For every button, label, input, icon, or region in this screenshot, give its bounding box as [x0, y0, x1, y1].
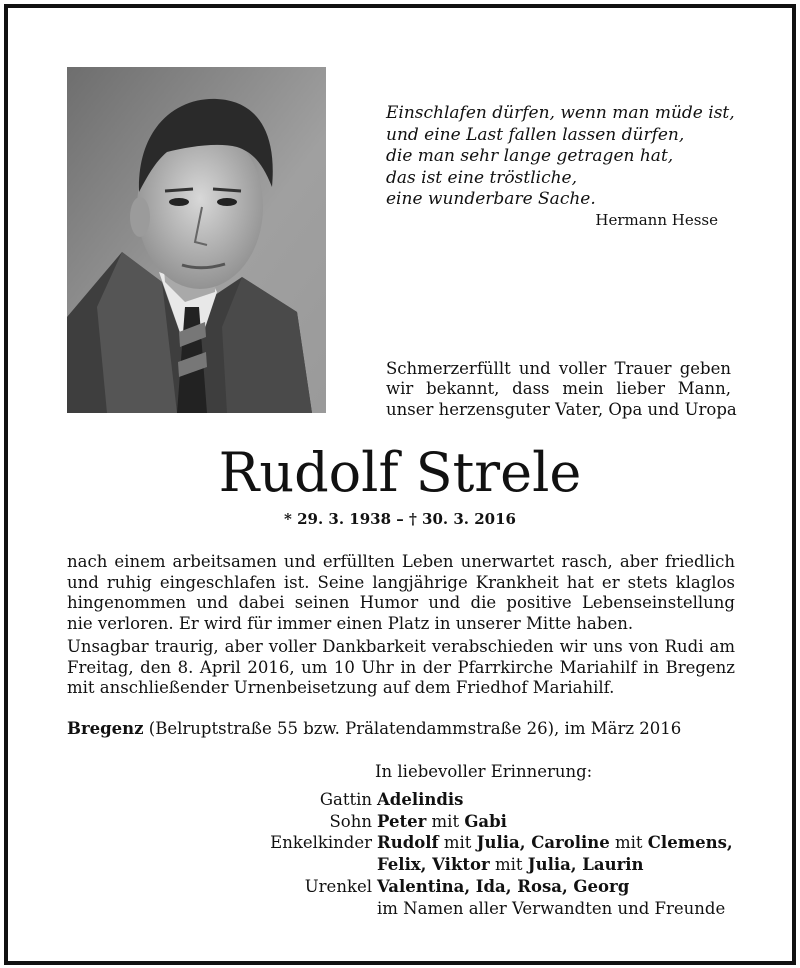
connector-text: mit [489, 855, 528, 875]
body-line: Unsagbar traurig, aber voller Dankbarkeit verabschieden wir uns von Rudi am [67, 637, 735, 656]
body-line: und ruhig eingeschlafen ist. Seine langjährige Krankheit hat er stets klaglos [67, 572, 735, 592]
family-name: Julia, Caroline [476, 833, 610, 853]
intro-line: unser herzensguter Vater, Opa und Uropa [386, 399, 737, 419]
quote-poem [386, 103, 735, 211]
obituary-body [67, 552, 735, 699]
family-row [200, 832, 733, 854]
connector-text: mit [609, 833, 648, 853]
portrait-illustration [67, 67, 326, 413]
family-name: Valentina, Ida, Rosa, Georg [377, 876, 630, 896]
portrait-photo [67, 67, 326, 413]
family-name: Gabi [464, 811, 507, 831]
family-row [200, 876, 733, 898]
family-name: Felix, Viktor [377, 855, 490, 875]
family-role: Sohn [329, 811, 372, 831]
family-list [200, 789, 733, 919]
poem-author: Hermann Hesse [595, 211, 718, 229]
poem-line: und eine Last fallen lassen dürfen, [386, 124, 685, 145]
poem-line: Einschlafen dürfen, wenn man müde ist, [386, 103, 735, 123]
family-row [200, 898, 733, 920]
place-address: (Belruptstraße 55 bzw. Prälatendammstraße 26), im März 2016 [143, 719, 682, 738]
family-role: Enkelkinder [270, 833, 372, 853]
intro-line: Schmerzerfüllt und voller Trauer geben [386, 359, 731, 378]
family-role: Gattin [319, 790, 372, 809]
announcement-intro [386, 359, 737, 420]
poem-line: die man sehr lange getragen hat, [386, 146, 674, 167]
place-date-line [67, 719, 681, 738]
place-city: Bregenz [67, 719, 144, 738]
family-role-empty [200, 854, 377, 876]
body-line: nach einem arbeitsamen und erfüllten Leben unerwartet rasch, aber friedlich [67, 552, 735, 571]
family-row [200, 789, 733, 811]
poem-line: eine wunderbare Sache. [386, 189, 596, 210]
memory-heading: In liebevoller Erinnerung: [375, 762, 593, 781]
family-role-empty [200, 898, 377, 920]
body-line: mit anschließender Urnenbeisetzung auf dem Friedhof Mariahilf. [67, 678, 615, 697]
family-name: Julia, Laurin [527, 855, 644, 875]
connector-text: mit [438, 833, 477, 853]
body-line: nie verloren. Er wird für immer einen Platz in unserer Mitte haben. [67, 613, 634, 633]
family-name: Adelindis [377, 790, 464, 809]
body-line: Freitag, den 8. April 2016, um 10 Uhr in der Pfarrkirche Mariahilf in Bregenz [67, 657, 735, 677]
family-name: Peter [377, 811, 427, 831]
closing-line: im Namen aller Verwandten und Freunde [377, 898, 726, 918]
life-dates: * 29. 3. 1938 – † 30. 3. 2016 [284, 510, 516, 528]
deceased-name: Rudolf Strele [218, 441, 582, 504]
family-role: Urenkel [304, 876, 372, 896]
family-name: Clemens, [647, 833, 733, 853]
body-line: hingenommen und dabei seinen Humor und die positive Lebenseinstellung [67, 593, 735, 612]
family-name: Rudolf [377, 833, 439, 853]
poem-line: das ist eine tröstliche, [386, 167, 578, 188]
intro-line: wir bekannt, dass mein lieber Mann, [386, 379, 731, 399]
connector-text: mit [426, 811, 465, 831]
family-row [200, 811, 733, 833]
family-row [200, 854, 733, 876]
